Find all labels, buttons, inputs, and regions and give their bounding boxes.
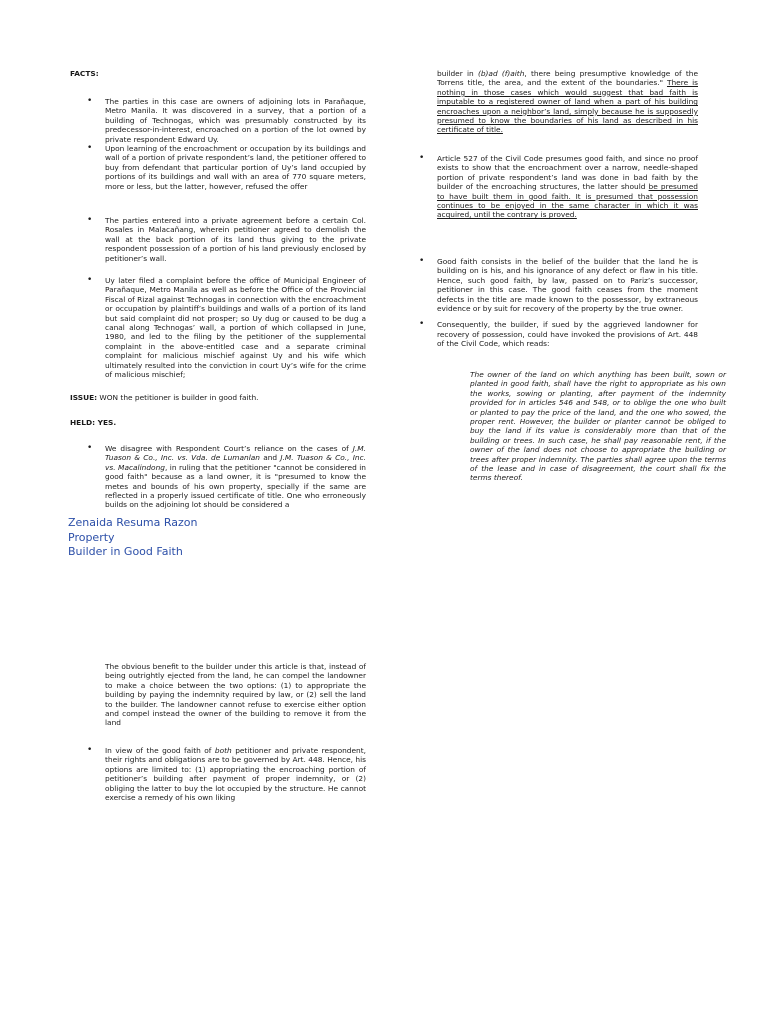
right-list-1 [402,154,698,220]
consequently-text: Consequently, the builder, if sued by the aggrieved landowner for recovery of possession, could have invoked the provisions of Art. 448 of the Civil Code, which reads: [437,320,698,349]
fact-text: Upon learning of the encroachment or occupation by its buildings and wall of a portion of private respondent’s land, the petitioner offered to buy from defendant that particular portion of Uy’s land occupied by portions of its buildings and wall with an area of 770 square meters, more or less, but the latter, however, refused the offer [105,144,366,191]
list-item [70,276,366,379]
cont-text-a: builder in [437,69,478,78]
case-citation-1: J.M. Tuason & Co., Inc. vs. Vda. de Lumanlan [105,444,366,463]
issue-text: WON the petitioner is builder in good faith. [97,393,259,402]
bullet-icon: • [419,153,425,163]
good-faith-text: Good faith consists in the belief of the builder that the land he is building on is his, and his ignorance of any defect or flaw in his title. Hence, such good faith, by law, passed on to Pariz’s successor, petitioner in this case. The good faith ceases from the moment defects in the title are made known to the possessor, by extraneous evidence or by suit for recovery of the property by the true owner. [437,257,698,314]
art527-text: Article 527 of the Civil Code presumes good faith, and since no proof exists to show that the encroachment over a narrow, needle-shaped portion of private respondent’s land was done in bad faith by the builder of the encroaching structures, the latter should [437,154,698,192]
bullet-icon: • [87,443,93,453]
case-citation-2: J.M. Tuason & Co., Inc. vs. Macalindong [105,453,366,472]
held-text-and: and [259,453,281,463]
list-item [70,97,366,144]
subject-label: Property [68,530,115,544]
art527-underlined: be presumed to have built them in good faith. It is presumed that possession continues to be enjoyed in the same character in which it was acquired, until the contrary is proved. [437,182,698,220]
bullet-icon: • [87,275,93,285]
fact-text: Uy later filed a complaint before the office of Municipal Engineer of Parañaque, Metro Manila as well as before the Office of the Provincial Fiscal of Rizal against Technogas in connection with the encroachment or occupation by plaintiff’s buildings and walls of a portion of its land but said complaint did not prosper; so Uy dug or caused to be dug a canal along Technogas’ wall, a portion of which collapsed in June, 1980, and led to the filing by the petitioner of the supplemental complaint in the above-entitled case and a separate criminal complaint for malicious mischief against Uy and his wife which ultimately resulted into the conviction in court Uy’s wife for the crime of malicious mischief; [105,276,366,380]
bullet-icon: • [87,745,93,755]
options-text-b: petitioner and private respondent, their rights and obligations are to be governed by Art. 448. Hence, his options are limited to: (1) appropriating the encroaching portion of petitioner’s building after payment of proper indemnity, or (2) obliging the latter to buy the lot occupied by the structure. He cannot exercise a remedy of his own liking [105,746,366,803]
held-text-b: , in ruling that the petitioner "cannot be considered in good faith" because as a land owner, it is "presumed to know the metes and bounds of his own property, specially if the same are reflected in a properly issued certificate of title. One who erroneously builds on the adjoining lot should be considered a [105,462,366,510]
bullet-icon: • [87,215,93,225]
issue-label: ISSUE: [70,393,98,402]
bullet-icon: • [419,256,425,266]
held-continuation [402,69,698,135]
art448-quote: The owner of the land on which anything has been built, sown or planted in good faith, shall have the right to appropriate as his own the works, sowing or planting, after payment of the indemnity provided for in articles 546 and 548, or to oblige the one who built or planted to pay the price of the land, and the one who sowed, the proper rent. However, the builder or planter cannot be obliged to buy the land if its value is considerably more than that of the building or trees. In such case, he shall pay reasonable rent, if the owner of the land does not choose to appropriate the building or trees after proper indemnity. The parties shall agree upon the terms of the lease and in case of disagreement, the court shall fix the terms thereof. [470,370,726,483]
bottom-list [70,746,366,802]
cont-text-b: , there being presumptive knowledge of the Torrens title, the area, and the extent of the boundaries." [437,69,699,88]
list-item [402,320,698,348]
fact-text: The parties in this case are owners of adjoining lots in Parañaque, Metro Manila. It was discovered in a survey, that a portion of a building of Technogas, which was presumably constructed by its predecessor-in-interest, encroached on a portion of the lot owned by private respondent Edward Uy. [105,97,366,144]
facts-list [70,97,366,191]
facts-heading: FACTS: [70,69,99,78]
bullet-icon: • [419,319,425,330]
topic-label: Builder in Good Faith [68,545,183,558]
emphasis-both: both [214,746,232,755]
author-block [68,516,197,560]
cont-underlined: There is nothing in those cases which would suggest that bad faith is imputable to a registered owner of land when a part of his building encroaches upon a neighbor’s land, simply because he is supposedly presumed to know the boundaries of his land as described in his certificate of title. [437,78,698,135]
options-text-a: In view of the good faith of [105,746,215,755]
issue-line [70,393,366,402]
list-item [402,154,698,220]
builder-benefit: The obvious benefit to the builder under this article is that, instead of being outrightly ejected from the land, he can compel the landowner to make a choice between the two options: (1) to appropriate the building by paying the indemnity required by law, or (2) sell the land to the builder. The landowner cannot refuse to exercise either option and compel instead the owner of the building to remove it from the land [105,662,366,728]
right-list-2 [402,257,698,349]
held-heading: HELD: YES. [70,418,117,427]
facts-list-2 [70,216,366,263]
list-item [70,746,366,802]
bullet-icon: • [87,143,93,154]
facts-list-3 [70,276,366,379]
list-item [70,216,366,263]
list-item [402,257,698,313]
author-name: Zenaida Resuma Razon [68,516,198,529]
held-text-a: We disagree with Respondent Court’s reliance on the cases of [105,444,353,453]
fact-text: The parties entered into a private agreement before a certain Col. Rosales in Malacañang, wherein petitioner agreed to demolish the wall at the back portion of its land thus giving to the private respondent possession of a portion of his land previously enclosed by petitioner’s wall. [105,216,366,263]
list-item [70,144,366,191]
bullet-icon: • [87,96,93,106]
bad-faith-term: (b)ad (f)aith [477,69,525,78]
list-item [70,444,366,510]
held-list [70,444,366,510]
